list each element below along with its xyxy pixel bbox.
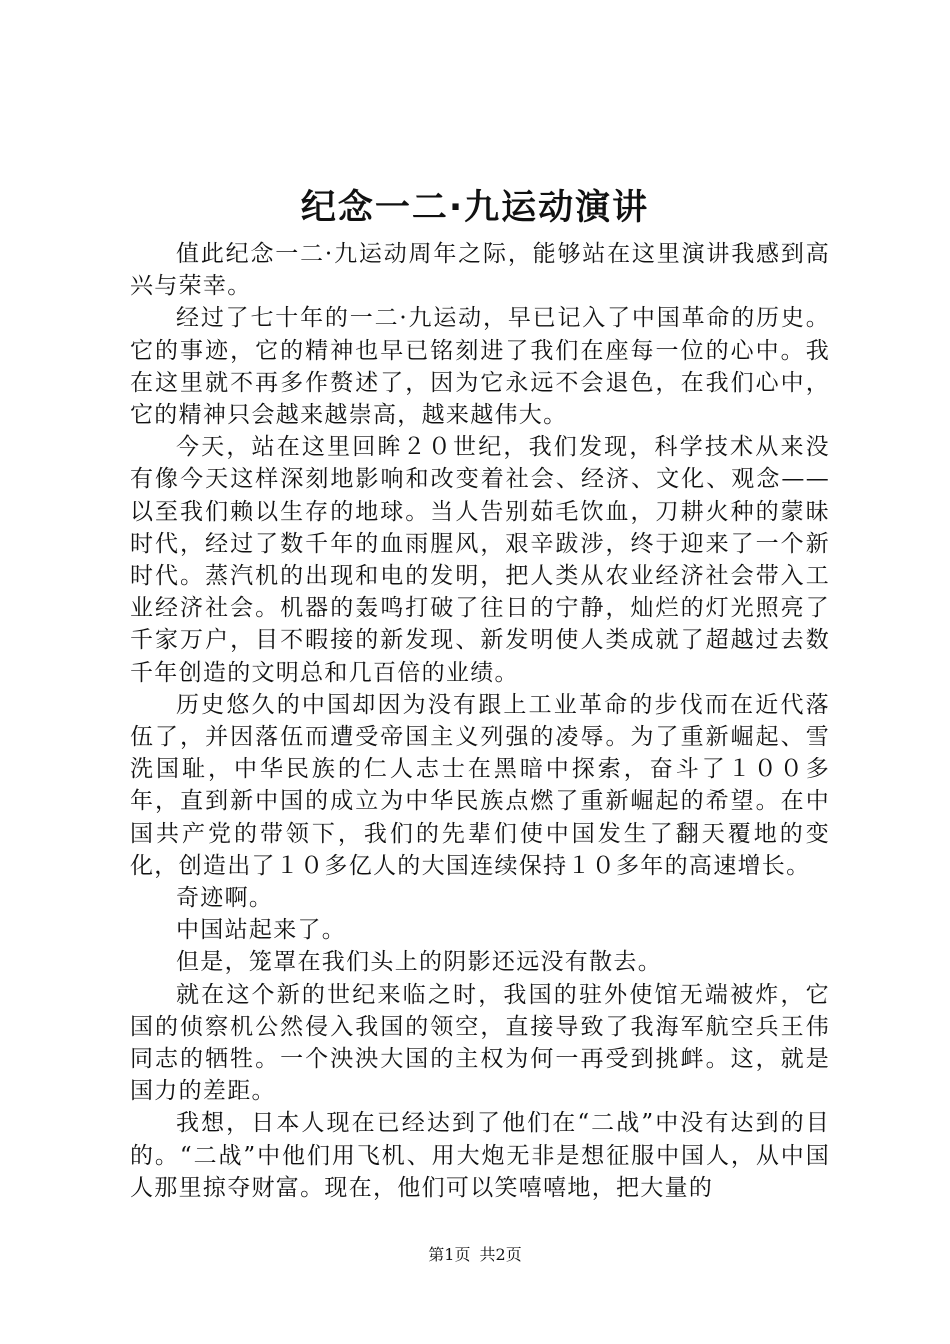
paragraph: 中国站起来了。 bbox=[176, 917, 347, 944]
paragraph: 我想，日本人现在已经达到了他们在“二战”中没有达到的目的。“二战”中他们用飞机、用大炮无非是想征服中国人，从中国人那里掠夺财富。现在，他们可以笑嘻嘻地，把大量的 bbox=[130, 1110, 830, 1201]
paragraph: 今天，站在这里回眸２０世纪，我们发现，科学技术从来没有像今天这样深刻地影响和改变着社会、经济、文化、观念——以至我们赖以生存的地球。当人告别茹毛饮血，刀耕火种的蒙昧时代，经过了数千年的血雨腥风，艰辛跋涉，终于迎来了一个新时代。蒸汽机的出现和电的发明，把人类从农业经济社会带入工业经济社会。机器的轰鸣打破了往日的宁静，灿烂的灯光照亮了千家万户，目不暇接的新发现、新发明使人类成就了超越过去数千年创造的文明总和几百倍的业绩。 bbox=[130, 434, 830, 686]
paragraph: 值此纪念一二·九运动周年之际，能够站在这里演讲我感到高兴与荣幸。 bbox=[130, 241, 830, 300]
paragraph: 就在这个新的世纪来临之时，我国的驻外使馆无端被炸，它国的侦察机公然侵入我国的领空，直接导致了我海军航空兵王伟同志的牺牲。一个泱泱大国的主权为何一再受到挑衅。这，就是国力的差距。 bbox=[130, 981, 830, 1105]
paragraph: 但是，笼罩在我们头上的阴影还远没有散去。 bbox=[176, 949, 662, 976]
page-number: 第1页 bbox=[428, 1245, 471, 1264]
document-body bbox=[130, 238, 830, 1204]
paragraph: 奇迹啊。 bbox=[176, 885, 274, 912]
page-footer bbox=[0, 1244, 950, 1266]
paragraph: 历史悠久的中国却因为没有跟上工业革命的步伐而在近代落伍了，并因落伍而遭受帝国主义列强的凌辱。为了重新崛起、雪洗国耻，中华民族的仁人志士在黑暗中探索，奋斗了１００多年，直到新中国的成立为中华民族点燃了重新崛起的希望。在中国共产党的带领下，我们的先辈们使中国发生了翻天覆地的变化，创造出了１０多亿人的大国连续保持１０多年的高速增长。 bbox=[130, 691, 830, 879]
document-title: 纪念一二·九运动演讲 bbox=[300, 188, 650, 228]
paragraph: 经过了七十年的一二·九运动，早已记入了中国革命的历史。它的事迹，它的精神也早已铭刻进了我们在座每一位的心中。我在这里就不再多作赘述了，因为它永远不会退色，在我们心中，它的精神只会越来越崇高，越来越伟大。 bbox=[130, 305, 830, 429]
page-total: 共2页 bbox=[479, 1245, 522, 1264]
